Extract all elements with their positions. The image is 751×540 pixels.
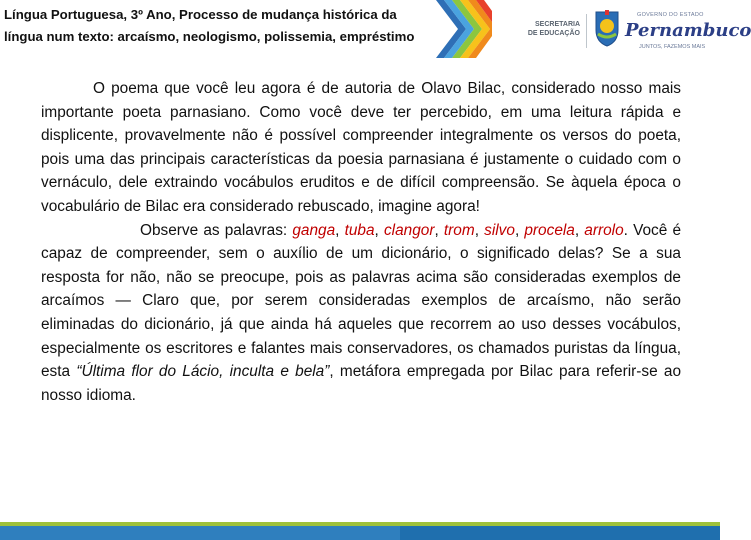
secretaria-line-1: SECRETARIA <box>535 21 580 28</box>
secretaria-label <box>520 20 580 38</box>
p2-mid: Você é capaz de compreender, sem o auxílio de um dicionário, o significado delas? Se a sua resposta for não, não se preocupe, pois as palavras acima são consideradas exemplos de arcaímos — Claro que, por serem consideradas exemplos de arcaísmo, não serão eliminadas do dicionário, já que ainda há aqueles que recorrem ao uso desses vocábulos, especialmente os escritores e falantes mais conservadores, os chamados puristas da língua, esta <box>41 221 682 381</box>
title-line-1: Língua Portuguesa, 3º Ano, Processo de mudança histórica da <box>4 7 397 22</box>
footer-blue-bar-dark <box>400 526 720 540</box>
pernambuco-brand <box>625 12 751 56</box>
p2-end: , metáfora empregada por Bilac para referir-se ao nosso idioma. <box>41 363 682 404</box>
slide-header <box>0 0 751 68</box>
end-words: . <box>623 221 628 239</box>
brand-tagline: JUNTOS, FAZEMOS MAIS <box>639 44 706 50</box>
p2-intro: Observe as palavras: <box>140 221 293 239</box>
word-ganga: ganga <box>292 221 336 239</box>
state-coat-of-arms-icon <box>592 8 622 48</box>
word-tuba: tuba <box>344 221 375 239</box>
brand-small-text: GOVERNO DO ESTADO <box>637 12 704 18</box>
title-line-2: língua num texto: arcaísmo, neologismo, polissemia, empréstimo <box>4 29 415 44</box>
sep: , <box>335 221 345 239</box>
secretaria-line-2: DE EDUCAÇÃO <box>527 30 580 37</box>
quote-ultima-flor: “Última flor do Lácio, inculta e bela” <box>76 363 330 381</box>
paragraph-1: O poema que você leu agora é de autoria de Olavo Bilac, considerado nosso mais importante poeta parnasiano. Como você deve ter percebido, em uma leitura rápida e displicente, provavelmente não é possível compreender integralmente os versos do poeta, pois uma das principais características da poesia parnasiana é justamente o cuidado com o vernáculo, dele extraindo vocábulos eruditos e de difícil compreensão. Se àquela época o vocabulário de Bilac era considerado rebuscado, imagine agora! <box>41 80 681 215</box>
word-silvo: silvo <box>484 221 515 239</box>
sep: , <box>374 221 384 239</box>
brand-name: Pernambuco <box>625 20 751 41</box>
paragraph-2 <box>41 219 681 408</box>
body-text <box>41 77 681 407</box>
slide-title <box>4 4 454 48</box>
footer-bars <box>0 508 720 540</box>
word-trom: trom <box>443 221 475 239</box>
sep: , <box>514 221 525 239</box>
secretaria-logo <box>520 14 587 48</box>
sep: , <box>574 221 585 239</box>
word-procela: procela <box>524 221 575 239</box>
sep: , <box>474 221 485 239</box>
color-stripes-icon <box>436 0 492 58</box>
word-clangor: clangor <box>383 221 435 239</box>
word-arrolo: arrolo <box>584 221 624 239</box>
sep: , <box>434 221 444 239</box>
